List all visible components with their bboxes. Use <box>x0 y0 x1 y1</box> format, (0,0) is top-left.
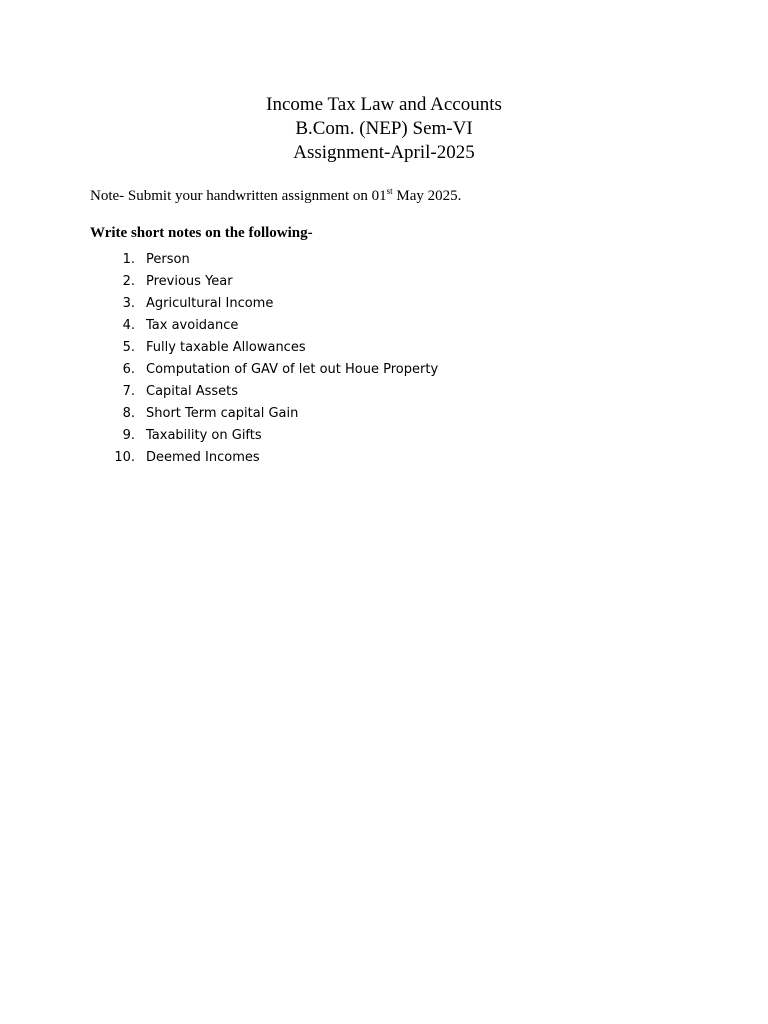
list-item-number: 7. <box>122 384 135 399</box>
list-item-number: 3. <box>122 296 135 311</box>
note-date-superscript: st <box>386 186 393 196</box>
list-item <box>106 250 438 272</box>
list-item <box>106 316 438 338</box>
list-item-text: Person <box>146 252 190 267</box>
document-title: Income Tax Law and Accounts <box>266 94 502 115</box>
submission-note <box>90 186 461 206</box>
note-suffix: May 2025. <box>392 188 462 204</box>
list-item-number: 1. <box>122 252 135 267</box>
list-item-text: Capital Assets <box>146 384 239 399</box>
list-item <box>106 404 438 426</box>
document-header <box>0 93 768 165</box>
list-item-number: 10. <box>114 450 135 465</box>
list-item-text: Computation of GAV of let out Houe Property <box>146 362 439 377</box>
list-item <box>106 448 438 470</box>
list-item-number: 6. <box>122 362 135 377</box>
list-item-text: Taxability on Gifts <box>146 428 262 443</box>
list-item-text: Short Term capital Gain <box>146 406 299 421</box>
list-item <box>106 294 438 316</box>
note-prefix: Note- Submit your handwritten assignment on 01 <box>90 188 387 204</box>
list-item-number: 9. <box>122 428 135 443</box>
list-item-number: 5. <box>122 340 135 355</box>
list-item-number: 2. <box>122 274 135 289</box>
list-item <box>106 382 438 404</box>
list-item <box>106 338 438 360</box>
list-item <box>106 360 438 382</box>
list-item-text: Previous Year <box>146 274 233 289</box>
list-item-text: Tax avoidance <box>146 318 239 333</box>
list-item-text: Agricultural Income <box>146 296 274 311</box>
assignment-name: Assignment-April-2025 <box>293 142 475 163</box>
list-item-text: Fully taxable Allowances <box>146 340 306 355</box>
topic-list <box>106 250 438 470</box>
list-item-number: 4. <box>122 318 135 333</box>
list-item <box>106 272 438 294</box>
course-name: B.Com. (NEP) Sem-VI <box>295 118 473 139</box>
list-item <box>106 426 438 448</box>
list-item-text: Deemed Incomes <box>146 450 260 465</box>
instruction-heading: Write short notes on the following- <box>90 225 313 241</box>
list-item-number: 8. <box>122 406 135 421</box>
